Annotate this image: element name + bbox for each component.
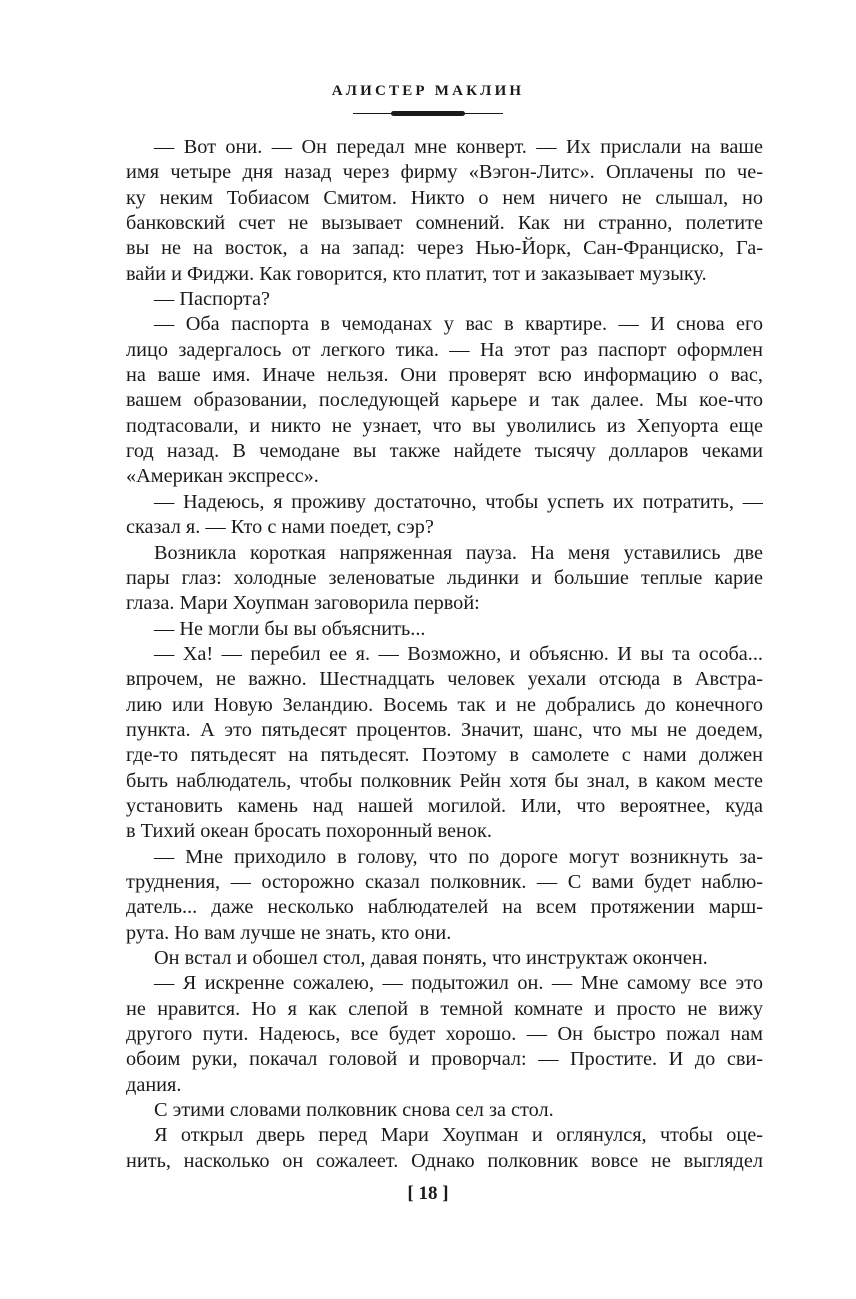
text-line: — Вот они. — Он передал мне конверт. — Их прислали на ваше [154,136,763,158]
text-line: дания. [126,1073,182,1096]
text-line: другого пути. Надеюсь, все будет хорошо. — Он быстро пожал нам [126,1023,763,1046]
text-line: обоим руки, покачал головой и проворчал: — Простите. И до сви- [126,1048,763,1071]
text-line: труднения, — осторожно сказал полковник. — С вами будет наблю- [126,870,763,893]
text-line: сказал я. — Кто с нами поедет, сэр? [126,516,434,539]
text-line: Он встал и обошел стол, давая понять, что инструктаж окончен. [154,947,708,969]
text-line: на ваше имя. Иначе нельзя. Они проверят всю информацию о вас, [126,364,763,387]
text-line: — Оба паспорта в чемоданах у вас в квартире. — И снова его [154,313,763,336]
page-number: [ 18 ] [407,1183,449,1204]
text-line: глаза. Мари Хоупман заговорила первой: [126,592,480,615]
text-line: нить, насколько он сожалеет. Однако полковник вовсе не выглядел [126,1149,763,1172]
text-line: «Американ экспресс». [126,465,319,488]
text-line: год назад. В чемодане вы также найдете тысячу долларов чеками [126,440,763,463]
running-title: АЛИСТЕР МАКЛИН [331,83,525,99]
text-line: вы не на восток, а на запад: через Нью-Йорк, Сан-Франциско, Га- [126,237,763,260]
text-line: в Тихий океан бросать похоронный венок. [126,820,492,843]
text-line: быть наблюдатель, чтобы полковник Рейн хотя бы знал, в каком месте [126,769,763,792]
text-line: пары глаз: холодные зеленоватые льдинки и большие теплые карие [126,566,763,589]
text-line: — Я искренне сожалею, — подытожил он. — Мне самому все это [154,972,763,995]
body-text [126,135,763,1174]
text-line: где-то пятьдесят на пятьдесят. Поэтому в самолете с нами должен [126,744,763,767]
text-line: — Ха! — перебил ее я. — Возможно, и объясню. И вы та особа... [154,642,763,665]
text-line: пункта. А это пятьдесят процентов. Значит, шанс, что мы не доедем, [126,718,763,741]
text-line: рута. Но вам лучше не знать, кто они. [126,921,452,944]
text-line: — Не могли бы вы объяснить... [154,617,426,640]
text-line: ку неким Тобиасом Смитом. Никто о нем ничего не слышал, но [126,186,763,209]
text-line: Возникла короткая напряженная пауза. На меня уставились две [154,541,763,564]
text-line: лицо задергалось от легкого тика. — На этот раз паспорт оформлен [126,338,763,361]
text-line: датель... даже несколько наблюдателей на всем протяжении марш- [126,896,763,919]
text-line: имя четыре дня назад через фирму «Вэгон-Литс». Оплачены по че- [126,161,763,184]
text-line: — Паспорта? [154,288,270,311]
text-line: Я открыл дверь перед Мари Хоупман и оглянулся, чтобы оце- [154,1124,763,1147]
text-line: вайи и Фиджи. Как говорится, кто платит, тот и заказывает музыку. [126,262,707,285]
text-line: впрочем, не важно. Шестнадцать человек уехали отсюда в Австра- [126,668,763,691]
header-rule-thick [391,111,465,116]
text-line: не нравится. Но я как слепой в темной комнате и просто не вижу [126,997,763,1020]
text-line: банковский счет не вызывает сомнений. Как ни странно, полетите [126,212,763,235]
text-line: вашем образовании, последующей карьере и так далее. Мы кое-что [126,389,763,412]
text-line: — Мне приходило в голову, что по дороге могут возникнуть за- [154,845,763,868]
text-line: установить камень над нашей могилой. Или, что вероятнее, куда [126,794,763,817]
text-line: подтасовали, и никто не узнает, что вы уволились из Хепуорта еще [126,414,763,437]
text-line: лию или Новую Зеландию. Восемь так и не добрались до конечного [126,693,763,716]
text-line: — Надеюсь, я проживу достаточно, чтобы успеть их потратить, — [154,490,763,513]
text-line: С этими словами полковник снова сел за стол. [154,1099,554,1122]
